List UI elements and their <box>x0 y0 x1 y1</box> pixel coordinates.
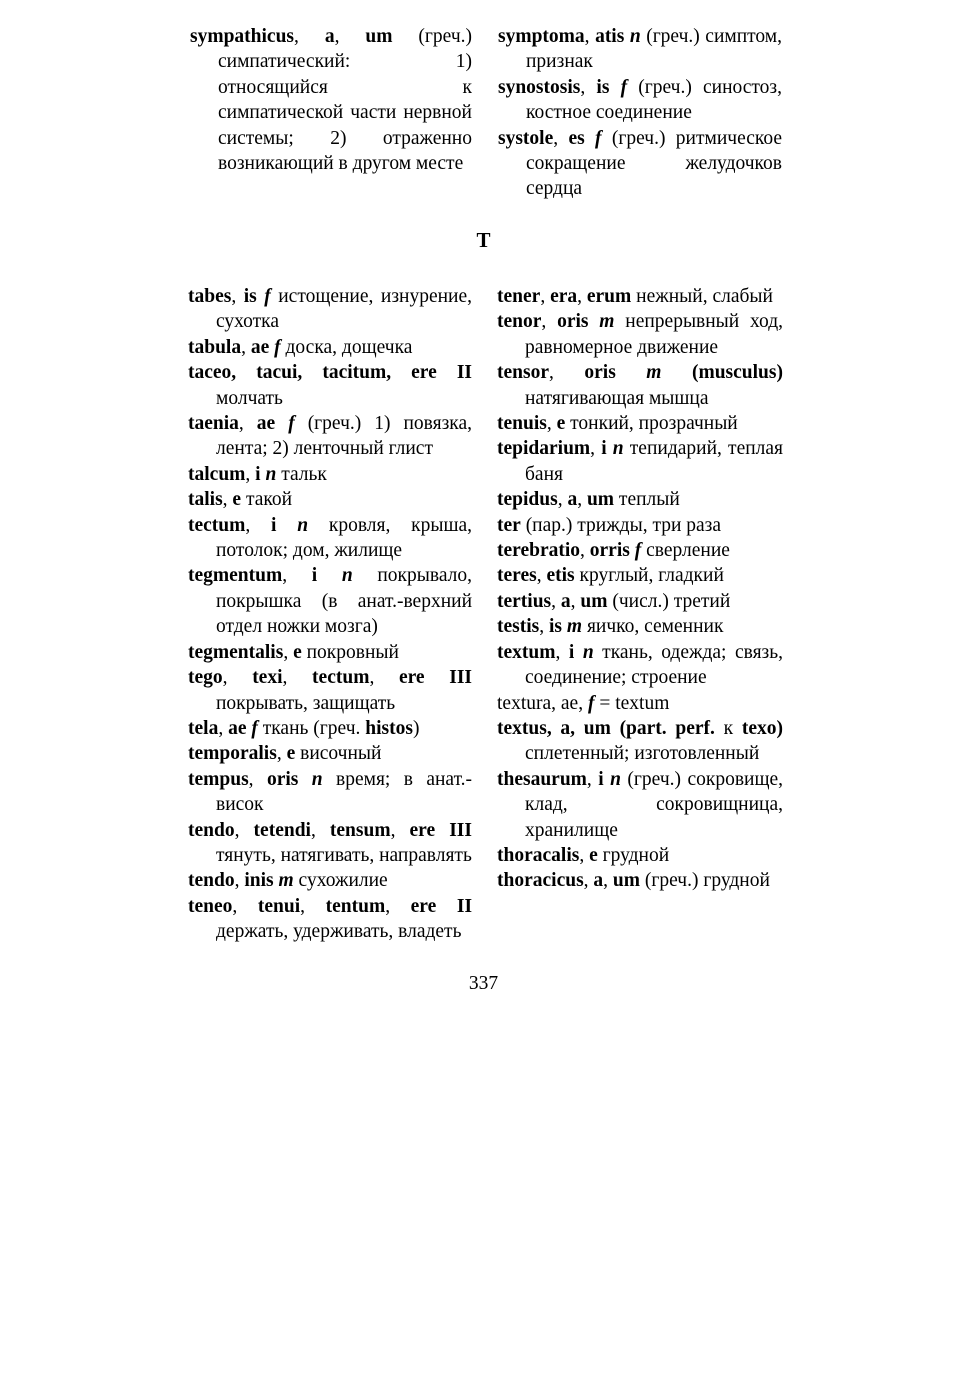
entry-text: , <box>579 844 590 866</box>
entry-text: , <box>557 489 568 511</box>
dictionary-entry <box>188 513 472 564</box>
entry-text: , <box>245 514 272 536</box>
dictionary-entry <box>497 436 783 487</box>
dictionary-entry <box>188 716 472 741</box>
entry-headword: e <box>589 844 598 866</box>
entry-headword: ere III <box>398 667 472 689</box>
entry-headword: sympathicus <box>190 26 295 47</box>
entry-text: , <box>276 743 287 765</box>
entry-text: , <box>540 286 551 307</box>
entry-text: , <box>586 768 599 790</box>
entry-headword: thesaurum <box>497 768 587 790</box>
entry-headword: tensum <box>329 819 391 841</box>
entry-text: , <box>231 286 244 307</box>
entry-headword: tertius <box>497 590 552 612</box>
entry-text: сплетенный; изготовленный <box>525 743 760 765</box>
entry-headword: temporalis <box>188 743 277 765</box>
dictionary-entry <box>190 24 472 176</box>
entry-text <box>616 362 647 383</box>
entry-text: сверление <box>641 540 730 562</box>
entry-text: покрывать, защищать <box>216 692 396 714</box>
entry-headword: ae <box>256 413 276 435</box>
page-number: 337 <box>468 973 499 994</box>
dictionary-entry <box>497 284 783 309</box>
dictionary-entry <box>497 513 783 538</box>
entry-headword: tener <box>497 286 541 307</box>
entry-headword: taenia <box>188 413 239 435</box>
entry-text: яичко, семенник <box>582 616 724 638</box>
dictionary-entry <box>188 894 472 945</box>
entry-text: , <box>580 76 597 98</box>
entry-gender: n <box>341 565 353 587</box>
letter-heading: T <box>476 228 491 252</box>
entry-text: грудной <box>597 844 670 866</box>
entry-text: , <box>294 26 325 47</box>
entry-text: , <box>553 127 569 149</box>
entry-gender: m <box>566 616 583 638</box>
entry-headword: texo) <box>741 717 783 739</box>
entry-headword: tectum <box>188 514 246 536</box>
main-right-column <box>497 284 783 894</box>
entry-text: (греч.) симпатический: 1) относящийся к симпатической части нервной системы; 2) отраженно возникающий в другом месте <box>218 26 473 175</box>
entry-text: , <box>238 413 257 435</box>
dictionary-entry <box>188 284 472 335</box>
entry-headword: ere III <box>409 819 472 841</box>
entry-headword: histos <box>365 717 413 739</box>
entry-headword: thoracicus <box>497 870 584 892</box>
entry-text <box>298 769 311 790</box>
dictionary-entry <box>497 868 783 893</box>
entry-headword: orris <box>589 540 630 562</box>
entry-headword: tabes <box>188 286 232 307</box>
entry-text: , <box>369 667 399 689</box>
entry-text: тонкий, прозрачный <box>565 413 738 435</box>
entry-text: , <box>577 286 587 307</box>
main-left-column <box>188 284 472 945</box>
entry-gender: f <box>288 413 295 435</box>
entry-headword: tentum <box>325 895 386 917</box>
entry-text: покрывало, покрышка (в анат.-верхний отдел ножки мозга) <box>216 565 472 638</box>
entry-headword: etis <box>546 565 575 587</box>
entry-text: круглый, гладкий <box>574 565 724 587</box>
entry-gender: f <box>264 286 271 307</box>
entry-headword: i <box>255 463 261 485</box>
entry-headword: tela <box>188 717 219 739</box>
entry-text: , <box>241 336 251 358</box>
entry-text: височный <box>295 743 382 765</box>
entry-headword: tepidus <box>497 489 558 511</box>
dictionary-entry <box>188 741 472 766</box>
entry-headword: i <box>598 768 604 790</box>
dictionary-entry <box>497 691 783 716</box>
entry-text: , <box>218 717 229 739</box>
entry-headword: a <box>324 26 335 47</box>
entry-text <box>276 515 297 536</box>
dictionary-entry <box>497 563 783 588</box>
entry-headword: tendo <box>188 870 235 892</box>
entry-text: держать, удерживать, владеть <box>216 921 462 943</box>
entry-text: , <box>390 819 410 841</box>
entry-text: тепидарий, теплая баня <box>525 438 784 485</box>
entry-gender: m <box>599 311 615 333</box>
entry-headword: tego <box>188 667 223 689</box>
entry-text: (пар.) трижды, три раза <box>520 514 722 536</box>
entry-gender: n <box>629 26 641 47</box>
entry-text: истощение, изнурение, сухотка <box>216 286 473 333</box>
entry-text <box>574 642 583 663</box>
dictionary-entry <box>188 487 472 512</box>
dictionary-entry <box>497 411 783 436</box>
entry-headword: i <box>311 565 318 587</box>
entry-text: непрерывный ход, равномерное движение <box>525 311 784 358</box>
dictionary-entry <box>497 487 783 512</box>
entry-text: (греч.) сокровище, клад, сокровищница, хранилище <box>525 768 784 841</box>
entry-text: , <box>222 667 253 689</box>
entry-text: , <box>584 26 596 47</box>
entry-text: (греч.) синостоз, костное соединение <box>526 76 782 124</box>
entry-text: , <box>546 413 557 435</box>
entry-text <box>317 565 342 586</box>
entry-headword: tenor <box>497 311 542 333</box>
dictionary-entry <box>497 309 783 360</box>
entry-text: тянуть, натягивать, направлять <box>216 844 472 866</box>
dictionary-entry <box>497 843 783 868</box>
entry-text: (греч.) 1) повязка, лента; 2) ленточный глист <box>216 413 473 460</box>
entry-headword: tectum <box>312 667 370 689</box>
entry-text: , <box>570 590 581 612</box>
dictionary-entry <box>497 614 783 639</box>
entry-headword: ae <box>250 336 270 358</box>
dictionary-entry <box>188 665 472 716</box>
dictionary-entry <box>188 360 472 411</box>
entry-text: = textum <box>594 692 670 714</box>
entry-headword: a <box>567 489 578 511</box>
entry-text: , <box>551 590 561 612</box>
entry-headword: oris <box>557 311 589 333</box>
entry-gender: n <box>582 641 594 663</box>
top-right-column <box>498 24 782 202</box>
entry-headword: um <box>586 489 615 511</box>
entry-text: , <box>603 870 613 892</box>
entry-gender: n <box>297 514 309 536</box>
top-left-column <box>190 24 472 176</box>
entry-text: сухожилие <box>293 870 388 892</box>
entry-headword: talcum <box>188 463 246 485</box>
entry-headword: testis <box>497 616 540 638</box>
entry-text <box>585 128 595 149</box>
entry-headword: tempus <box>188 768 249 790</box>
entry-gender: f <box>251 717 258 739</box>
entry-headword: tendo <box>188 819 235 841</box>
entry-headword: um <box>580 590 608 612</box>
entry-gender: n <box>311 768 323 790</box>
entry-text: к <box>714 717 742 739</box>
entry-headword: tabula <box>188 336 242 358</box>
entry-text: , <box>232 895 258 917</box>
entry-text: ) <box>412 717 420 739</box>
entry-text: , <box>234 819 254 841</box>
entry-headword: textum <box>497 641 556 663</box>
entry-headword: e <box>293 641 302 663</box>
entry-gender: n <box>612 438 624 460</box>
entry-headword: talis <box>188 489 223 511</box>
entry-text: (греч.) симптом, признак <box>526 26 783 73</box>
entry-text: доска, дощечка <box>280 336 413 358</box>
entry-headword: terebratio <box>497 540 581 562</box>
dictionary-entry <box>497 716 783 767</box>
dictionary-entry <box>498 75 782 126</box>
entry-headword: atis <box>595 26 625 47</box>
entry-headword: thoracalis <box>497 844 580 866</box>
entry-text <box>661 362 692 383</box>
entry-text: , <box>282 565 312 587</box>
entry-gender: f <box>620 76 628 98</box>
dictionary-entry <box>188 411 472 462</box>
entry-headword: a <box>560 590 571 612</box>
entry-headword: textus, a, um (part. perf. <box>497 717 715 739</box>
entry-text: , <box>385 895 411 917</box>
entry-gender: m <box>278 870 294 892</box>
dictionary-entry <box>497 538 783 563</box>
entry-text: ткань (греч. <box>257 717 366 739</box>
entry-headword: systole <box>498 127 554 149</box>
entry-headword: teneo <box>188 895 233 917</box>
entry-headword: tetendi <box>253 819 311 841</box>
entry-text: время; в анат.-висок <box>216 768 472 816</box>
entry-text: , <box>590 438 602 460</box>
entry-text: , <box>234 870 245 892</box>
entry-headword: e <box>556 413 566 435</box>
entry-headword: ere II <box>410 895 473 917</box>
entry-headword: synostosis <box>498 76 581 98</box>
entry-headword: ae <box>228 717 247 739</box>
entry-text: , <box>580 540 590 562</box>
entry-headword: i <box>271 514 277 536</box>
entry-headword: i <box>601 438 607 460</box>
dictionary-entry <box>188 335 472 360</box>
entry-gender: f <box>634 540 642 562</box>
entry-text: теплый <box>614 489 680 511</box>
entry-headword: oris <box>584 362 616 384</box>
entry-headword: ter <box>497 514 521 536</box>
entry-text: , <box>300 895 326 917</box>
entry-text: , <box>549 362 585 384</box>
entry-text: , <box>245 463 256 485</box>
dictionary-entry <box>497 589 783 614</box>
entry-text: (греч.) грудной <box>640 870 770 892</box>
dictionary-entry <box>188 868 472 893</box>
entry-text: textura, ae, <box>497 692 588 714</box>
entry-text: , <box>222 489 233 511</box>
entry-headword: tepidarium <box>497 438 591 460</box>
dictionary-entry <box>497 360 783 411</box>
entry-headword: es <box>568 127 585 149</box>
entry-gender: f <box>274 336 281 358</box>
dictionary-entry <box>188 462 472 487</box>
entry-text: , <box>541 311 558 333</box>
entry-headword: e <box>286 743 296 765</box>
entry-text: , <box>283 641 294 663</box>
entry-text: тальк <box>276 463 327 485</box>
entry-text: натягивающая мышца <box>525 387 709 409</box>
entry-headword: inis <box>244 870 274 892</box>
dictionary-entry <box>188 563 472 639</box>
entry-text: молчать <box>216 387 283 409</box>
entry-text: (греч.) ритмическое сокращение желудочков сердца <box>526 127 782 200</box>
entry-headword: tegmentalis <box>188 641 284 663</box>
entry-text: такой <box>241 489 293 511</box>
entry-headword: tenui <box>257 895 301 917</box>
entry-text: , <box>583 870 594 892</box>
entry-text: , <box>577 489 587 511</box>
dictionary-entry <box>497 640 783 691</box>
entry-text <box>589 311 600 332</box>
entry-gender: n <box>265 463 277 485</box>
entry-headword: taceo, tacui, tacitum, ere II <box>188 362 472 384</box>
entry-gender: n <box>610 768 621 790</box>
dictionary-entry <box>188 818 472 869</box>
entry-headword: tensor <box>497 362 549 384</box>
entry-headword: is <box>243 286 257 307</box>
entry-headword: tenuis <box>497 413 547 435</box>
entry-headword: i <box>568 641 575 663</box>
entry-text: , <box>334 26 366 47</box>
entry-text: ткань, одежда; связь, соединение; строение <box>525 641 784 689</box>
entry-headword: um <box>612 870 640 892</box>
entry-headword: a <box>593 870 604 892</box>
entry-headword: teres <box>497 565 537 587</box>
entry-headword: is <box>549 616 563 638</box>
entry-headword: e <box>232 489 242 511</box>
entry-text: , <box>555 641 569 663</box>
dictionary-entry <box>497 767 783 843</box>
entry-headword: texi <box>252 667 283 689</box>
entry-headword: era <box>550 286 578 307</box>
entry-headword: symptoma <box>498 26 585 47</box>
entry-text: , <box>539 616 549 638</box>
entry-text <box>275 413 288 434</box>
dictionary-entry <box>498 126 782 202</box>
entry-headword: um <box>365 26 393 47</box>
entry-text: , <box>310 819 330 841</box>
entry-text: нежный, слабый <box>631 286 773 307</box>
entry-headword: oris <box>266 768 299 790</box>
entry-text: , <box>248 768 267 790</box>
entry-text: покровный <box>301 641 399 663</box>
entry-gender: f <box>587 692 595 714</box>
entry-text: (числ.) третий <box>607 590 731 612</box>
dictionary-entry <box>188 767 472 818</box>
entry-gender: f <box>595 127 602 149</box>
dictionary-entry <box>188 640 472 665</box>
entry-text <box>609 77 620 98</box>
entry-text: , <box>536 565 547 587</box>
entry-gender: m <box>646 362 662 384</box>
entry-headword: tegmentum <box>188 565 283 587</box>
entry-headword: erum <box>586 286 632 307</box>
entry-headword: is <box>596 76 610 98</box>
entry-headword: (musculus) <box>691 362 783 384</box>
entry-text: кровля, крыша, потолок; дом, жилище <box>216 514 473 562</box>
entry-text: , <box>282 667 313 689</box>
dictionary-entry <box>498 24 782 75</box>
